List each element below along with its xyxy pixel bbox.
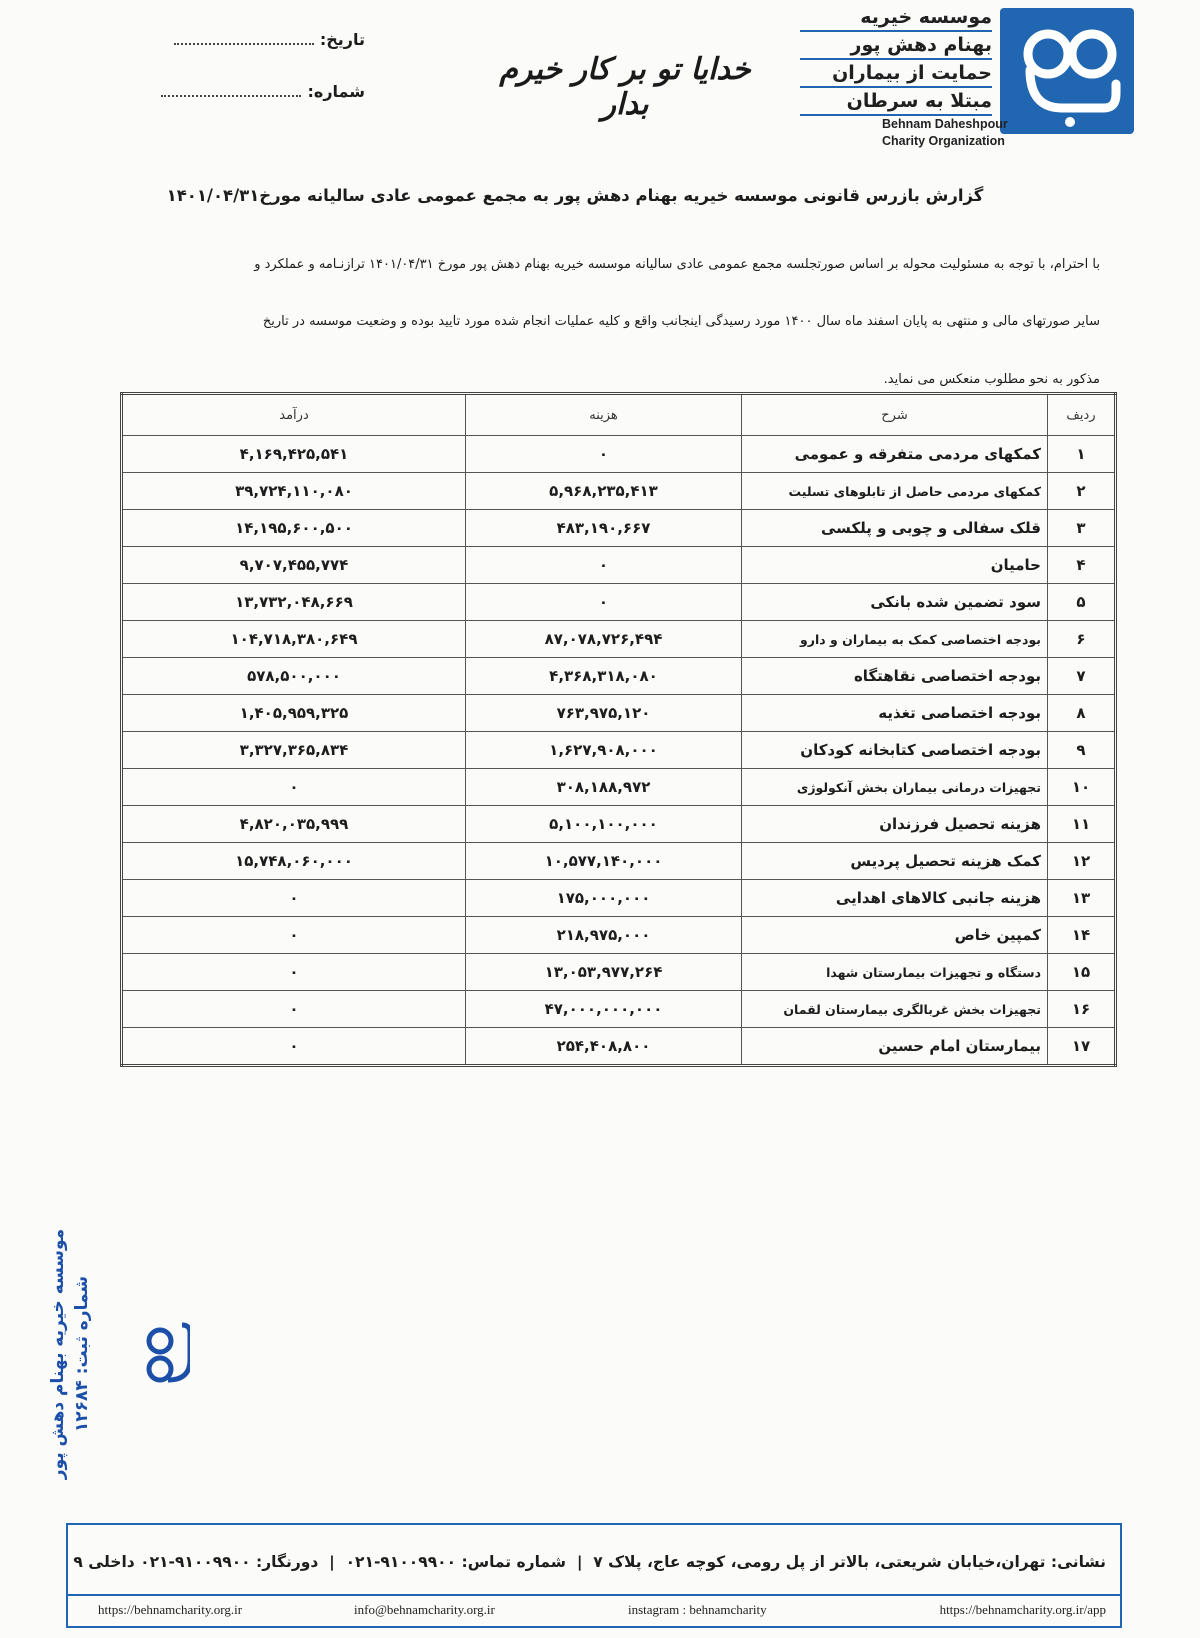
row-income: ۳۹,۷۲۴,۱۱۰,۰۸۰ — [122, 473, 466, 510]
footer-links — [68, 1594, 1120, 1626]
table-row — [122, 880, 1116, 917]
row-cost: ۱۷۵,۰۰۰,۰۰۰ — [466, 880, 742, 917]
row-income: ۰ — [122, 954, 466, 991]
row-index: ۱۷ — [1048, 1028, 1116, 1066]
row-description: بودجه اختصاصی نقاهتگاه — [742, 658, 1048, 695]
row-income: ۵۷۸,۵۰۰,۰۰۰ — [122, 658, 466, 695]
footer-email[interactable]: info@behnamcharity.org.ir — [354, 1602, 495, 1617]
row-cost: ۴۸۳,۱۹۰,۶۶۷ — [466, 510, 742, 547]
row-income: ۱۵,۷۴۸,۰۶۰,۰۰۰ — [122, 843, 466, 880]
table-row — [122, 991, 1116, 1028]
row-index: ۸ — [1048, 695, 1116, 732]
row-index: ۷ — [1048, 658, 1116, 695]
org-name-en-2: Charity Organization — [882, 134, 1005, 148]
report-table — [120, 392, 1117, 1067]
org-name-en-1: Behnam Daheshpour — [882, 117, 1008, 131]
logo — [1000, 8, 1134, 134]
row-description: کمکهای مردمی حاصل از تابلوهای تسلیت — [742, 473, 1048, 510]
org-name-fa-2: بهنام دهش پور — [800, 32, 992, 60]
row-description: بودجه اختصاصی کمک به بیماران و دارو — [742, 621, 1048, 658]
row-income: ۱,۴۰۵,۹۵۹,۳۲۵ — [122, 695, 466, 732]
row-income: ۰ — [122, 1028, 466, 1066]
stamp-line-1: موسسه خیریه بهنام دهش پور — [48, 1228, 68, 1480]
table-row — [122, 547, 1116, 584]
row-description: دستگاه و تجهیزات بیمارستان شهدا — [742, 954, 1048, 991]
date-dots — [174, 33, 314, 45]
row-description: تجهیزات درمانی بیماران بخش آنکولوژی — [742, 769, 1048, 806]
row-cost: ۰ — [466, 436, 742, 473]
org-name-block — [800, 4, 1008, 150]
footer-phone: شماره تماس: ۹۱۰۰۹۹۰۰-۰۲۱ — [345, 1553, 567, 1571]
table-row — [122, 621, 1116, 658]
logo-mark-icon — [1000, 8, 1134, 134]
row-index: ۱ — [1048, 436, 1116, 473]
table-row — [122, 658, 1116, 695]
row-income: ۹,۷۰۷,۴۵۵,۷۷۴ — [122, 547, 466, 584]
paragraph-line-3: مذکور به نحو مطلوب منعکس می نماید. — [883, 372, 1100, 387]
row-income: ۱۴,۱۹۵,۶۰۰,۵۰۰ — [122, 510, 466, 547]
row-description: بودجه اختصاصی تغذیه — [742, 695, 1048, 732]
footer-app-link[interactable]: https://behnamcharity.org.ir/app — [939, 1602, 1106, 1617]
stamp-text — [46, 1224, 94, 1484]
row-income: ۱۰۴,۷۱۸,۳۸۰,۶۴۹ — [122, 621, 466, 658]
row-income: ۴,۱۶۹,۴۲۵,۵۴۱ — [122, 436, 466, 473]
row-description: کمکهای مردمی متفرقه و عمومی — [742, 436, 1048, 473]
row-index: ۱۱ — [1048, 806, 1116, 843]
table-row — [122, 806, 1116, 843]
row-index: ۶ — [1048, 621, 1116, 658]
table-row — [122, 436, 1116, 473]
header-cost: هزینه — [466, 394, 742, 436]
table-row — [122, 584, 1116, 621]
row-index: ۳ — [1048, 510, 1116, 547]
row-description: بودجه اختصاصی کتابخانه کودکان — [742, 732, 1048, 769]
footer-fax: دورنگار: ۹۱۰۰۹۹۰۰-۰۲۱ داخلی ۹ — [73, 1553, 319, 1571]
row-income: ۰ — [122, 880, 466, 917]
row-cost: ۵,۱۰۰,۱۰۰,۰۰۰ — [466, 806, 742, 843]
row-income: ۰ — [122, 769, 466, 806]
row-income: ۴,۸۲۰,۰۳۵,۹۹۹ — [122, 806, 466, 843]
table-row — [122, 769, 1116, 806]
row-index: ۲ — [1048, 473, 1116, 510]
table-row — [122, 843, 1116, 880]
table-row — [122, 917, 1116, 954]
row-cost: ۰ — [466, 547, 742, 584]
row-index: ۹ — [1048, 732, 1116, 769]
header-description: شرح — [742, 394, 1048, 436]
row-description: قلک سفالی و چوبی و پلکسی — [742, 510, 1048, 547]
footer-box — [66, 1523, 1122, 1628]
row-index: ۱۲ — [1048, 843, 1116, 880]
row-cost: ۷۶۳,۹۷۵,۱۲۰ — [466, 695, 742, 732]
row-index: ۱۴ — [1048, 917, 1116, 954]
number-label: شماره: — [307, 82, 365, 101]
table-row — [122, 695, 1116, 732]
row-cost: ۴۷,۰۰۰,۰۰۰,۰۰۰ — [466, 991, 742, 1028]
table-row — [122, 510, 1116, 547]
footer-website[interactable]: https://behnamcharity.org.ir — [98, 1602, 243, 1617]
row-index: ۴ — [1048, 547, 1116, 584]
org-name-fa-4: مبتلا به سرطان — [800, 88, 992, 116]
org-name-fa-1: موسسه خیریه — [800, 4, 992, 32]
table-header-row — [122, 394, 1116, 436]
row-cost: ۲۱۸,۹۷۵,۰۰۰ — [466, 917, 742, 954]
row-income: ۱۳,۷۳۲,۰۴۸,۶۶۹ — [122, 584, 466, 621]
row-index: ۱۵ — [1048, 954, 1116, 991]
date-label: تاریخ: — [319, 30, 365, 49]
org-name-fa-3: حمایت از بیماران — [800, 60, 992, 88]
table-row — [122, 473, 1116, 510]
row-description: سود تضمین شده بانکی — [742, 584, 1048, 621]
footer-address: نشانی: تهران،خیابان شریعتی، بالاتر از پل رومی، کوچه عاج، پلاک ۷ — [593, 1553, 1106, 1571]
header-index: ردیف — [1048, 394, 1116, 436]
row-description: بیمارستان امام حسین — [742, 1028, 1048, 1066]
paragraph-line-1: با احترام، با توجه به مسئولیت محوله بر اساس صورتجلسه مجمع عمومی عادی سالیانه موسسه خیریه بهنام دهش پور مورخ ۱۴۰۱/۰۴/۳۱ ترازنـامه و عملکرد و — [254, 257, 1100, 272]
table-row — [122, 954, 1116, 991]
motto: خدایا تو بر کار خیرم بدار — [499, 52, 751, 122]
footer-instagram[interactable]: instagram : behnamcharity — [628, 1602, 767, 1617]
row-description: حامیان — [742, 547, 1048, 584]
row-cost: ۰ — [466, 584, 742, 621]
header-income: درآمد — [122, 394, 466, 436]
row-cost: ۳۰۸,۱۸۸,۹۷۲ — [466, 769, 742, 806]
row-index: ۵ — [1048, 584, 1116, 621]
table-row — [122, 1028, 1116, 1066]
row-description: کمپین خاص — [742, 917, 1048, 954]
row-cost: ۸۷,۰۷۸,۷۲۶,۴۹۴ — [466, 621, 742, 658]
row-cost: ۱,۶۲۷,۹۰۸,۰۰۰ — [466, 732, 742, 769]
table-body — [122, 436, 1116, 1066]
report-title: گزارش بازرس قانونی موسسه خیریه بهنام دهش پور به مجمع عمومی عادی سالیانه مورخ۱۴۰۱/۰۴/۳۱ — [166, 186, 984, 205]
row-income: ۰ — [122, 991, 466, 1028]
row-income: ۰ — [122, 917, 466, 954]
row-description: هزینه تحصیل فرزندان — [742, 806, 1048, 843]
date-line — [155, 30, 365, 49]
row-cost: ۱۳,۰۵۳,۹۷۷,۲۶۴ — [466, 954, 742, 991]
stamp-line-2: شماره ثبت: ۱۲۶۸۴ — [72, 1275, 92, 1433]
row-index: ۱۰ — [1048, 769, 1116, 806]
footer-address-line: نشانی: تهران،خیابان شریعتی، بالاتر از پل رومی، کوچه عاج، پلاک ۷ | شماره تماس: ۹۱۰۰۹۹۰۰-۰۲۱ | دورنگار: ۹۱۰۰۹۹۰۰-۰۲۱ داخلی ۹ — [73, 1553, 1106, 1571]
row-cost: ۵,۹۶۸,۲۳۵,۴۱۳ — [466, 473, 742, 510]
row-cost: ۱۰,۵۷۷,۱۴۰,۰۰۰ — [466, 843, 742, 880]
row-description: تجهیزات بخش غربالگری بیمارستان لقمان — [742, 991, 1048, 1028]
row-index: ۱۶ — [1048, 991, 1116, 1028]
number-line — [155, 82, 365, 101]
paragraph-line-2: سایر صورتهای مالی و منتهی به پایان اسفند ماه سال ۱۴۰۰ مورد رسیدگی اینجانب واقع و کلیه عملیات انجام شده مورد تایید بوده و وضعیت موسسه در تاریخ — [262, 314, 1100, 329]
number-dots — [161, 85, 301, 97]
row-description: کمک هزینه تحصیل پردیس — [742, 843, 1048, 880]
row-income: ۳,۳۲۷,۳۶۵,۸۳۴ — [122, 732, 466, 769]
table-row — [122, 732, 1116, 769]
row-index: ۱۳ — [1048, 880, 1116, 917]
row-cost: ۴,۳۶۸,۳۱۸,۰۸۰ — [466, 658, 742, 695]
row-cost: ۲۵۴,۴۰۸,۸۰۰ — [466, 1028, 742, 1066]
row-description: هزینه جانبی کالاهای اهدایی — [742, 880, 1048, 917]
